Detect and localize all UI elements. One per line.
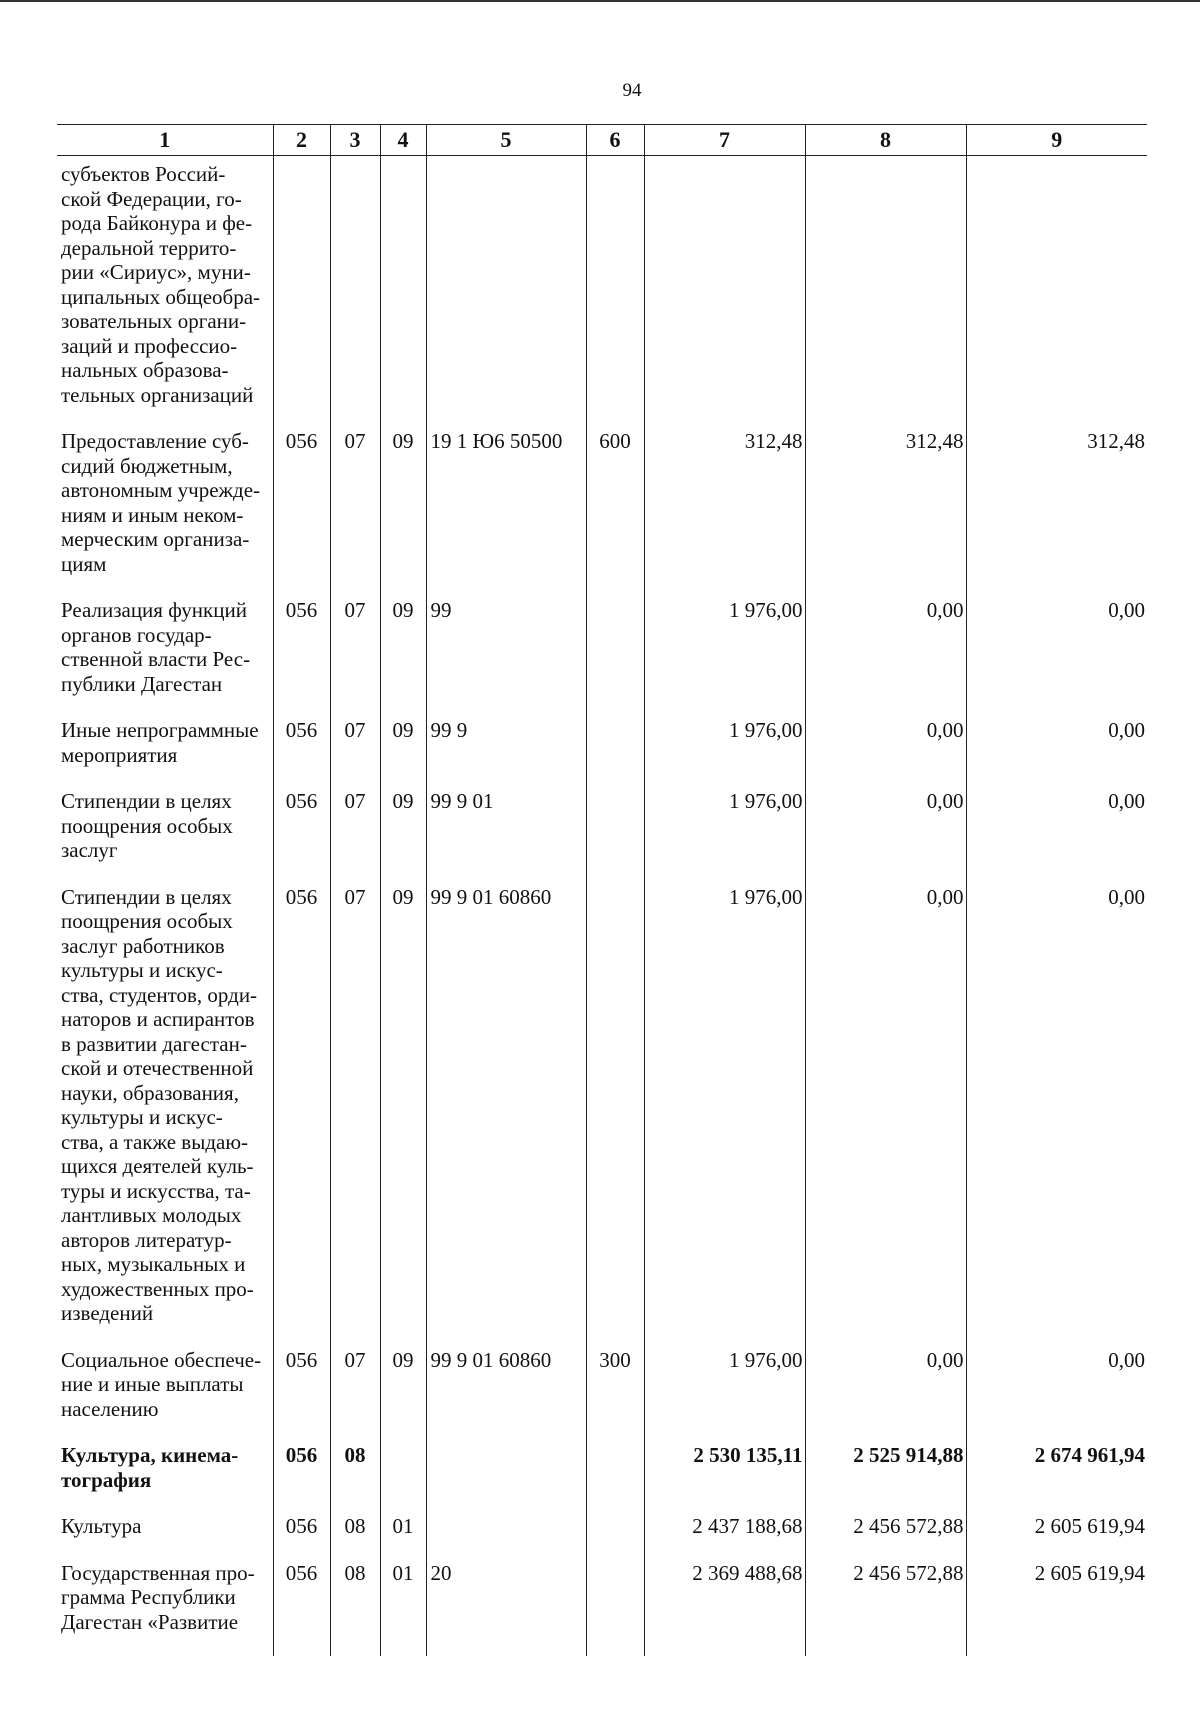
target-article-cell <box>426 1514 586 1561</box>
amount-year1-cell: 1 976,00 <box>644 718 805 789</box>
target-article-cell: 99 9 01 60860 <box>426 1348 586 1444</box>
amount-year3-cell: 0,00 <box>966 718 1147 789</box>
table-row <box>57 1443 1147 1514</box>
row-name-cell: Стипендии в целях поощрения особых заслуг <box>61 789 233 862</box>
section-cell: 08 <box>330 1561 380 1657</box>
section-cell: 07 <box>330 885 380 1348</box>
section-cell <box>330 156 380 430</box>
amount-year2-cell: 2 456 572,88 <box>805 1514 966 1561</box>
row-name-cell: Культура <box>61 1514 142 1538</box>
ministry-code-cell: 056 <box>273 1443 330 1514</box>
table-row <box>57 156 1147 430</box>
amount-year1-cell: 312,48 <box>644 429 805 598</box>
subsection-cell: 01 <box>380 1514 426 1561</box>
amount-year2-cell: 0,00 <box>805 885 966 1348</box>
ministry-code-cell: 056 <box>273 789 330 885</box>
section-cell: 08 <box>330 1514 380 1561</box>
column-header-7: 7 <box>644 125 805 156</box>
target-article-cell: 99 <box>426 598 586 718</box>
target-article-cell <box>426 1443 586 1514</box>
target-article-cell: 99 9 01 <box>426 789 586 885</box>
amount-year1-cell: 2 369 488,68 <box>644 1561 805 1657</box>
amount-year1-cell: 2 530 135,11 <box>644 1443 805 1514</box>
amount-year3-cell: 2 605 619,94 <box>966 1514 1147 1561</box>
target-article-cell: 99 9 <box>426 718 586 789</box>
amount-year3-cell: 312,48 <box>966 429 1147 598</box>
row-name-cell: Культура, кинема- тография <box>61 1443 239 1492</box>
subsection-cell: 09 <box>380 789 426 885</box>
row-name-cell: Государственная про- грамма Республики Дагестан «Развитие <box>61 1560 255 1634</box>
amount-year3-cell: 0,00 <box>966 885 1147 1348</box>
target-article-cell: 99 9 01 60860 <box>426 885 586 1348</box>
ministry-code-cell: 056 <box>273 1514 330 1561</box>
column-header-9: 9 <box>966 125 1147 156</box>
ministry-code-cell: 056 <box>273 429 330 598</box>
amount-year2-cell: 312,48 <box>805 429 966 598</box>
ministry-code-cell: 056 <box>273 1561 330 1657</box>
ministry-code-cell <box>273 156 330 430</box>
amount-year3-cell: 0,00 <box>966 1348 1147 1444</box>
section-cell: 07 <box>330 1348 380 1444</box>
column-header-5: 5 <box>426 125 586 156</box>
table-row <box>57 429 1147 598</box>
amount-year1-cell <box>644 156 805 430</box>
table-row <box>57 598 1147 718</box>
column-header-4: 4 <box>380 125 426 156</box>
table-row <box>57 789 1147 885</box>
target-article-cell: 20 <box>426 1561 586 1657</box>
amount-year2-cell: 0,00 <box>805 1348 966 1444</box>
ministry-code-cell: 056 <box>273 885 330 1348</box>
ministry-code-cell: 056 <box>273 1348 330 1444</box>
amount-year3-cell: 0,00 <box>966 598 1147 718</box>
section-cell: 07 <box>330 598 380 718</box>
section-cell: 07 <box>330 718 380 789</box>
amount-year2-cell <box>805 156 966 430</box>
subsection-cell <box>380 156 426 430</box>
table-row <box>57 885 1147 1348</box>
subsection-cell: 09 <box>380 885 426 1348</box>
table-row <box>57 1348 1147 1444</box>
amount-year2-cell: 0,00 <box>805 718 966 789</box>
amount-year3-cell: 2 605 619,94 <box>966 1561 1147 1657</box>
amount-year3-cell: 2 674 961,94 <box>966 1443 1147 1514</box>
page-number: 94 <box>622 80 642 101</box>
amount-year1-cell: 1 976,00 <box>644 598 805 718</box>
column-header-8: 8 <box>805 125 966 156</box>
section-cell: 07 <box>330 429 380 598</box>
subsection-cell: 09 <box>380 718 426 789</box>
header-row <box>57 125 1147 156</box>
amount-year1-cell: 1 976,00 <box>644 1348 805 1444</box>
table-body <box>57 156 1147 1657</box>
expense-type-cell <box>586 1443 644 1514</box>
column-header-6: 6 <box>586 125 644 156</box>
subsection-cell: 01 <box>380 1561 426 1657</box>
expense-type-cell <box>586 156 644 430</box>
section-cell: 08 <box>330 1443 380 1514</box>
expense-type-cell <box>586 885 644 1348</box>
expense-type-cell: 600 <box>586 429 644 598</box>
table-row <box>57 1561 1147 1657</box>
row-name-cell: Иные непрограммные мероприятия <box>61 718 259 767</box>
column-header-3: 3 <box>330 125 380 156</box>
subsection-cell: 09 <box>380 429 426 598</box>
amount-year2-cell: 2 525 914,88 <box>805 1443 966 1514</box>
row-name-cell: Реализация функций органов государ- ственной власти Рес- публики Дагестан <box>61 598 251 696</box>
expense-type-cell <box>586 718 644 789</box>
table-row <box>57 1514 1147 1561</box>
amount-year2-cell: 2 456 572,88 <box>805 1561 966 1657</box>
expense-type-cell <box>586 1514 644 1561</box>
budget-table <box>57 124 1147 1656</box>
amount-year3-cell <box>966 156 1147 430</box>
row-name-cell: Предоставление суб- сидий бюджетным, автономным учрежде- ниям и иным неком- мерческим организа- циям <box>61 429 261 576</box>
amount-year1-cell: 1 976,00 <box>644 789 805 885</box>
subsection-cell <box>380 1443 426 1514</box>
column-header-1: 1 <box>57 125 273 156</box>
row-name-cell: субъектов Россий- ской Федерации, го- рода Байконура и фе- деральной террито- рии «Сириус», муни- ципальных общеобра- зовательных органи- заций и профессио- нальных образова- тельных организаций <box>61 162 261 407</box>
amount-year1-cell: 2 437 188,68 <box>644 1514 805 1561</box>
scan-edge-line <box>0 0 1200 2</box>
target-article-cell <box>426 156 586 430</box>
row-name-cell: Социальное обеспече- ние и иные выплаты населению <box>61 1347 262 1421</box>
expense-type-cell <box>586 598 644 718</box>
target-article-cell: 19 1 Ю6 50500 <box>426 429 586 598</box>
amount-year1-cell: 1 976,00 <box>644 885 805 1348</box>
expense-type-cell <box>586 1561 644 1657</box>
subsection-cell: 09 <box>380 598 426 718</box>
expense-type-cell <box>586 789 644 885</box>
ministry-code-cell: 056 <box>273 598 330 718</box>
expense-type-cell: 300 <box>586 1348 644 1444</box>
amount-year3-cell: 0,00 <box>966 789 1147 885</box>
ministry-code-cell: 056 <box>273 718 330 789</box>
table-row <box>57 718 1147 789</box>
column-header-2: 2 <box>273 125 330 156</box>
row-name-cell: Стипендии в целях поощрения особых заслуг работников культуры и искус- ства, студентов, орди- наторов и аспирантов в развитии дагестан- ской и отечественной науки, образования, культуры и искус- ства, а также выдаю- щихся деятелей куль- туры и искусства, та- лантливых молодых авторов литератур- ных, музыкальных и художественных про- изведений <box>61 884 258 1325</box>
amount-year2-cell: 0,00 <box>805 789 966 885</box>
section-cell: 07 <box>330 789 380 885</box>
subsection-cell: 09 <box>380 1348 426 1444</box>
amount-year2-cell: 0,00 <box>805 598 966 718</box>
